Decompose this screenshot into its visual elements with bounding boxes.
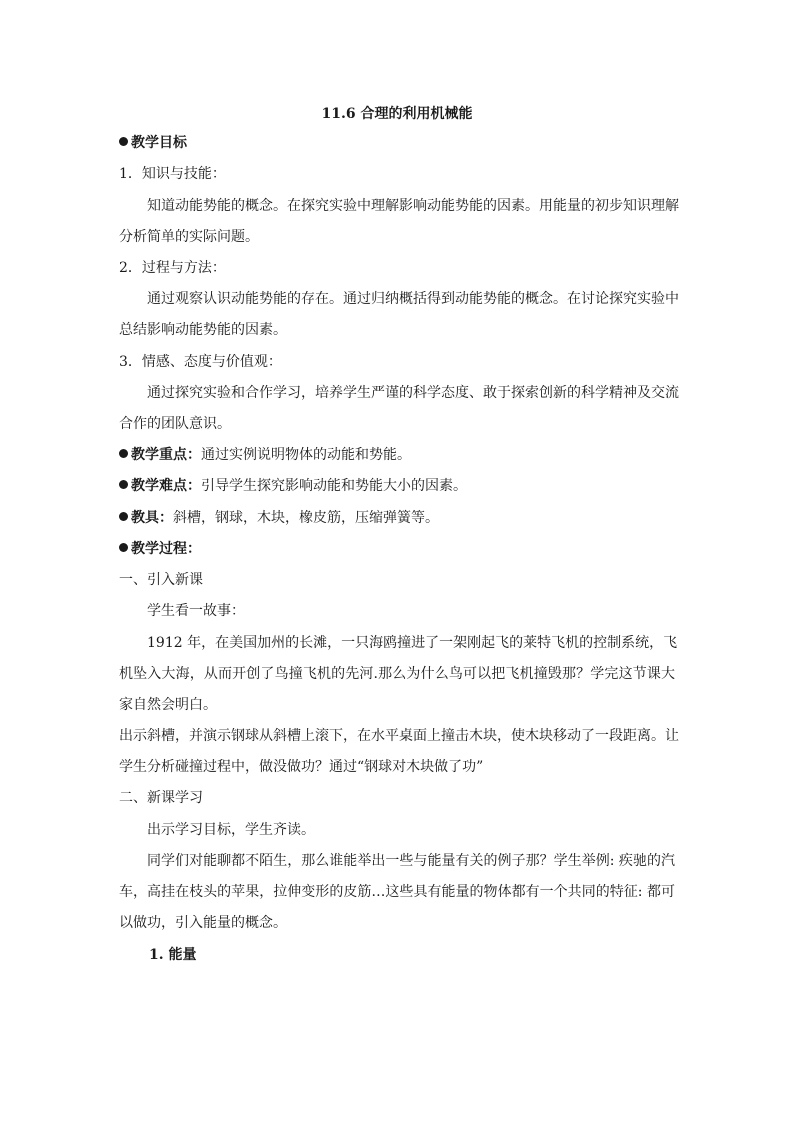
goal2-line2: 总结影响动能势能的因素。 <box>119 322 287 338</box>
heading-goals-text: 教学目标 <box>131 135 187 151</box>
story-line2: 机坠入大海，从而开创了鸟撞飞机的先河.那么为什么鸟可以把飞机撞毁那？学完这节课大 <box>119 666 675 682</box>
energy-line2: 车，高挂在枝头的苹果，拉伸变形的皮筋…这些具有能量的物体都有一个共同的特征: 都可 <box>119 884 675 900</box>
tools-point <box>119 508 439 528</box>
tools-text: 斜槽，钢球，木块，橡皮筋，压缩弹簧等。 <box>173 510 439 526</box>
key-label: 教学重点： <box>131 447 201 463</box>
energy-line1: 同学们对能聊都不陌生，那么谁能举出一些与能量有关的例子那？学生举例: 疾驰的汽 <box>147 853 675 869</box>
heading-goals <box>119 133 187 153</box>
goal2-line1: 通过观察认识动能势能的存在。通过归纳概括得到动能势能的概念。在讨论探究实验中 <box>147 291 679 307</box>
bullet-icon <box>119 449 128 458</box>
goal3-line1: 通过探究实验和合作学习，培养学生严谨的科学态度、敢于探索创新的科学精神及交流 <box>147 385 679 401</box>
goal2-label: 2．过程与方法： <box>119 260 226 276</box>
goal3-label: 3．情感、态度与价值观： <box>119 354 282 370</box>
key-text: 通过实例说明物体的动能和势能。 <box>201 447 411 463</box>
energy-line3: 以做功，引入能量的概念。 <box>119 915 287 931</box>
section1-heading: 一、引入新课 <box>119 572 203 588</box>
demo-line2: 学生分析碰撞过程中，做没做功？通过“钢球对木块做了功” <box>119 759 484 775</box>
subhead-energy: 1. 能量 <box>149 947 197 963</box>
goal1-line1: 知道动能势能的概念。在探究实验中理解影响动能势能的因素。用能量的初步知识理解 <box>147 198 679 214</box>
story-line1: 1912 年，在美国加州的长滩，一只海鸥撞进了一架刚起飞的莱特飞机的控制系统，飞 <box>147 635 678 651</box>
story-intro: 学生看一故事： <box>147 603 245 619</box>
goal1-line2: 分析简单的实际问题。 <box>119 229 259 245</box>
objective-line: 出示学习目标，学生齐读。 <box>147 822 315 838</box>
bullet-icon <box>119 480 128 489</box>
section2-heading: 二、新课学习 <box>119 790 203 806</box>
difficulty-text: 引导学生探究影响动能和势能大小的因素。 <box>201 478 467 494</box>
bullet-icon <box>119 512 128 521</box>
tools-label: 教具： <box>131 510 173 526</box>
process-label: 教学过程： <box>131 541 201 557</box>
document-title: 11.6 合理的利用机械能 <box>321 106 473 122</box>
difficulty-label: 教学难点： <box>131 478 201 494</box>
story-line3: 家自然会明白。 <box>119 697 217 713</box>
difficulty-point <box>119 476 467 496</box>
demo-line1: 出示斜槽，并演示钢球从斜槽上滚下，在水平桌面上撞击木块，使木块移动了一段距离。让 <box>119 728 679 744</box>
goal3-line2: 合作的团队意识。 <box>119 416 231 432</box>
bullet-icon <box>119 137 128 146</box>
process-heading <box>119 539 201 559</box>
goal1-label: 1．知识与技能： <box>119 166 226 182</box>
bullet-icon <box>119 543 128 552</box>
key-point <box>119 445 411 465</box>
